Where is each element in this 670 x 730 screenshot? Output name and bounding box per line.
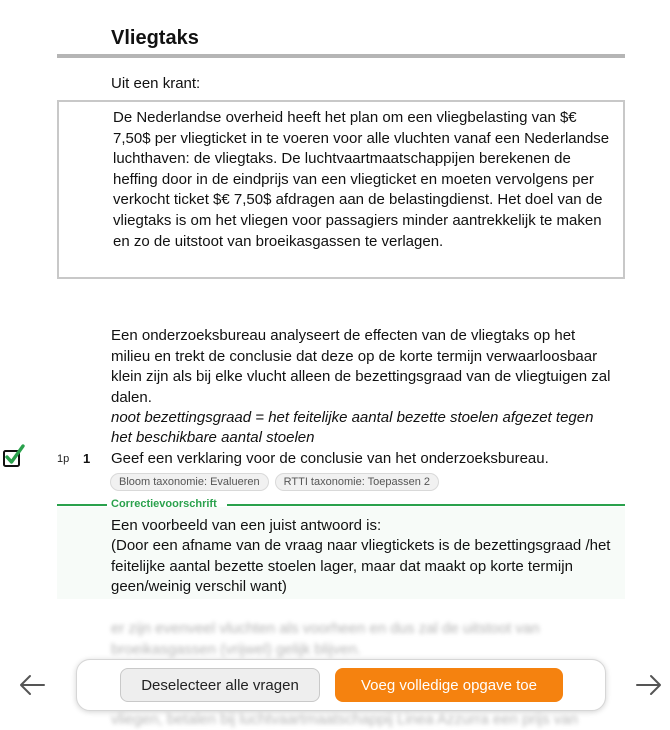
correction-intro: Een voorbeeld van een juist antwoord is: [111,517,382,534]
arrow-right-icon [634,672,664,698]
checkmark-icon [2,444,26,468]
correction-divider-right [227,504,625,506]
taxonomy-tags [110,473,439,491]
question-select-checkbox[interactable] [2,444,26,468]
previous-arrow-button[interactable] [17,672,47,698]
tag-rtti: RTTI taxonomie: Toepassen 2 [275,473,439,491]
correction-divider-left [57,504,107,506]
footnote-text: noot bezettingsgraad = het feitelijke aantal bezette stoelen afgezet tegen het beschikbare aantal stoelen [111,409,594,446]
deselect-all-button[interactable]: Deselecteer alle vragen [120,668,320,702]
action-bar [76,659,606,711]
arrow-left-icon [17,672,47,698]
faded-next-section: vliegen, betalen bij luchtvaartmaatschappij Linea Azzurra een prijs van [111,711,578,728]
section-title: Vliegtaks [111,27,199,49]
tag-bloom: Bloom taxonomie: Evalueren [110,473,269,491]
correction-label: Correctievoorschrift [111,498,217,510]
faded-continuation: er zijn evenveel vluchten als voorheen en dus zal de uitstoot van broeikasgassen (vrijwel) gelijk blijven. [111,620,540,658]
next-arrow-button[interactable] [634,672,664,698]
context-text: Een onderzoeksbureau analyseert de effecten van de vliegtaks op het milieu en trekt de conclusie dat deze op de korte termijn verwaarloosbaar klein zijn als bij elke vlucht alleen de bezettingsgraad van de vliegtuigen zal dalen. [111,327,611,406]
newspaper-quote-text: De Nederlandse overheid heeft het plan om een vliegbelasting van $€ 7,50$ per vliegticket in te voeren voor alle vluchten vanaf een Nederlandse luchthaven: de vliegtaks. De luchtvaartmaatschappijen berekenen de heffing door in de eindprijs van een vliegticket en moeten vervolgens per verkocht ticket $€ 7,50$ afdragen aan de belastingdienst. Het doel van de vliegtaks is om het vliegen voor passagiers minder aantrekkelijk te maken en zo de uitstoot van broeikasgassen te verlagen. [113,109,610,250]
correction-answer-text: (Door een afname van de vraag naar vliegtickets is de bezettingsgraad /het feitelijke aantal bezette stoelen lager, maar dat maakt op korte termijn geen/weinig verschil want) [111,537,611,596]
add-full-assignment-button[interactable]: Voeg volledige opgave toe [335,668,563,702]
question-text: Geef een verklaring voor de conclusie van het onderzoeksbureau. [111,450,549,467]
question-points: 1p [57,453,70,465]
question-number: 1 [83,451,91,466]
title-divider [57,54,625,58]
newspaper-quote-box [57,100,625,279]
correction-answer [111,516,621,598]
source-intro: Uit een krant: [111,75,201,92]
